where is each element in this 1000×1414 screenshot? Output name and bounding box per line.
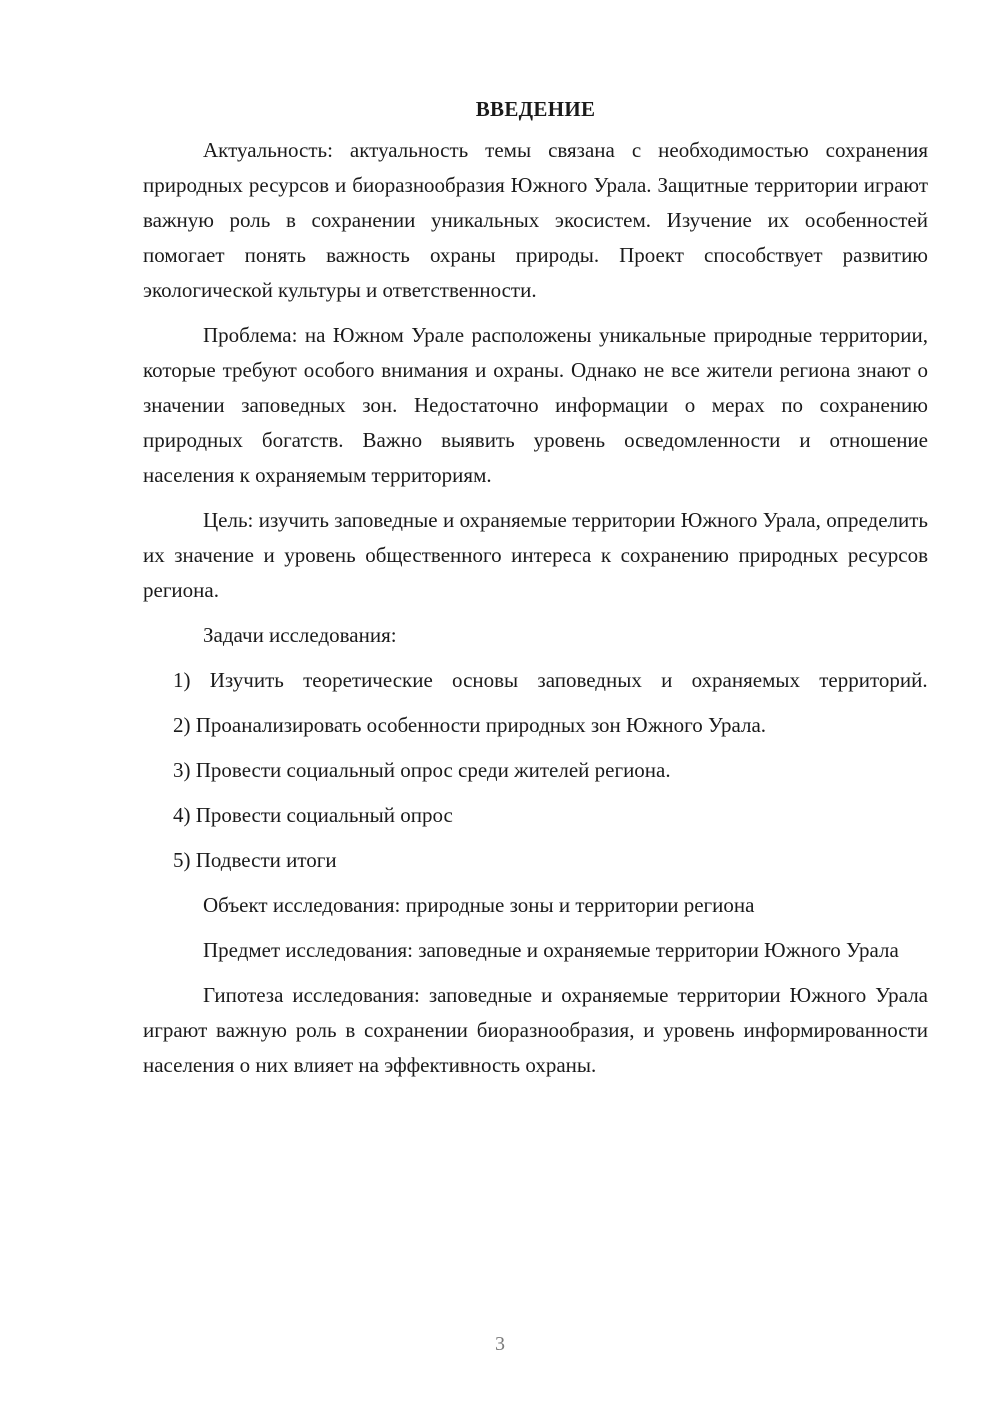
paragraph-relevance: Актуальность: актуальность темы связана с необходимостью сохранения природных ресурсов и биоразнообразия Южного Урала. Защитные территории играют важную роль в сохранении уникальных экосистем. Изучение их особенностей помогает понять важность охраны природы. Проект способствует развитию экологической культуры и ответственности. xyxy=(143,138,928,302)
task-item-1: 1) Изучить теоретические основы заповедных и охраняемых территорий. xyxy=(173,668,928,692)
task-item-3: 3) Провести социальный опрос среди жителей региона. xyxy=(173,758,671,782)
document-page xyxy=(143,92,928,1093)
paragraph-object: Объект исследования: природные зоны и территории региона xyxy=(203,893,755,917)
paragraph-problem: Проблема: на Южном Урале расположены уникальные природные территории, которые требуют особого внимания и охраны. Однако не все жители региона знают о значении заповедных зон. Недостаточно информации о мерах по сохранению природных богатств. Важно выявить уровень осведомленности и отношение населения к охраняемым территориям. xyxy=(143,323,928,487)
page-title: ВВЕДЕНИЕ xyxy=(475,97,596,121)
task-item-4: 4) Провести социальный опрос xyxy=(173,803,453,827)
paragraph-hypothesis: Гипотеза исследования: заповедные и охраняемые территории Южного Урала играют важную роль в сохранении биоразнообразия, и уровень информированности населения о них влияет на эффективность охраны. xyxy=(143,983,928,1077)
tasks-heading: Задачи исследования: xyxy=(203,623,397,647)
paragraph-goal: Цель: изучить заповедные и охраняемые территории Южного Урала, определить их значение и уровень общественного интереса к сохранению природных ресурсов региона. xyxy=(143,508,928,602)
task-item-2: 2) Проанализировать особенности природных зон Южного Урала. xyxy=(173,713,767,737)
page-number: 3 xyxy=(495,1333,505,1355)
task-item-5: 5) Подвести итоги xyxy=(173,848,337,872)
paragraph-subject: Предмет исследования: заповедные и охраняемые территории Южного Урала xyxy=(203,938,899,962)
